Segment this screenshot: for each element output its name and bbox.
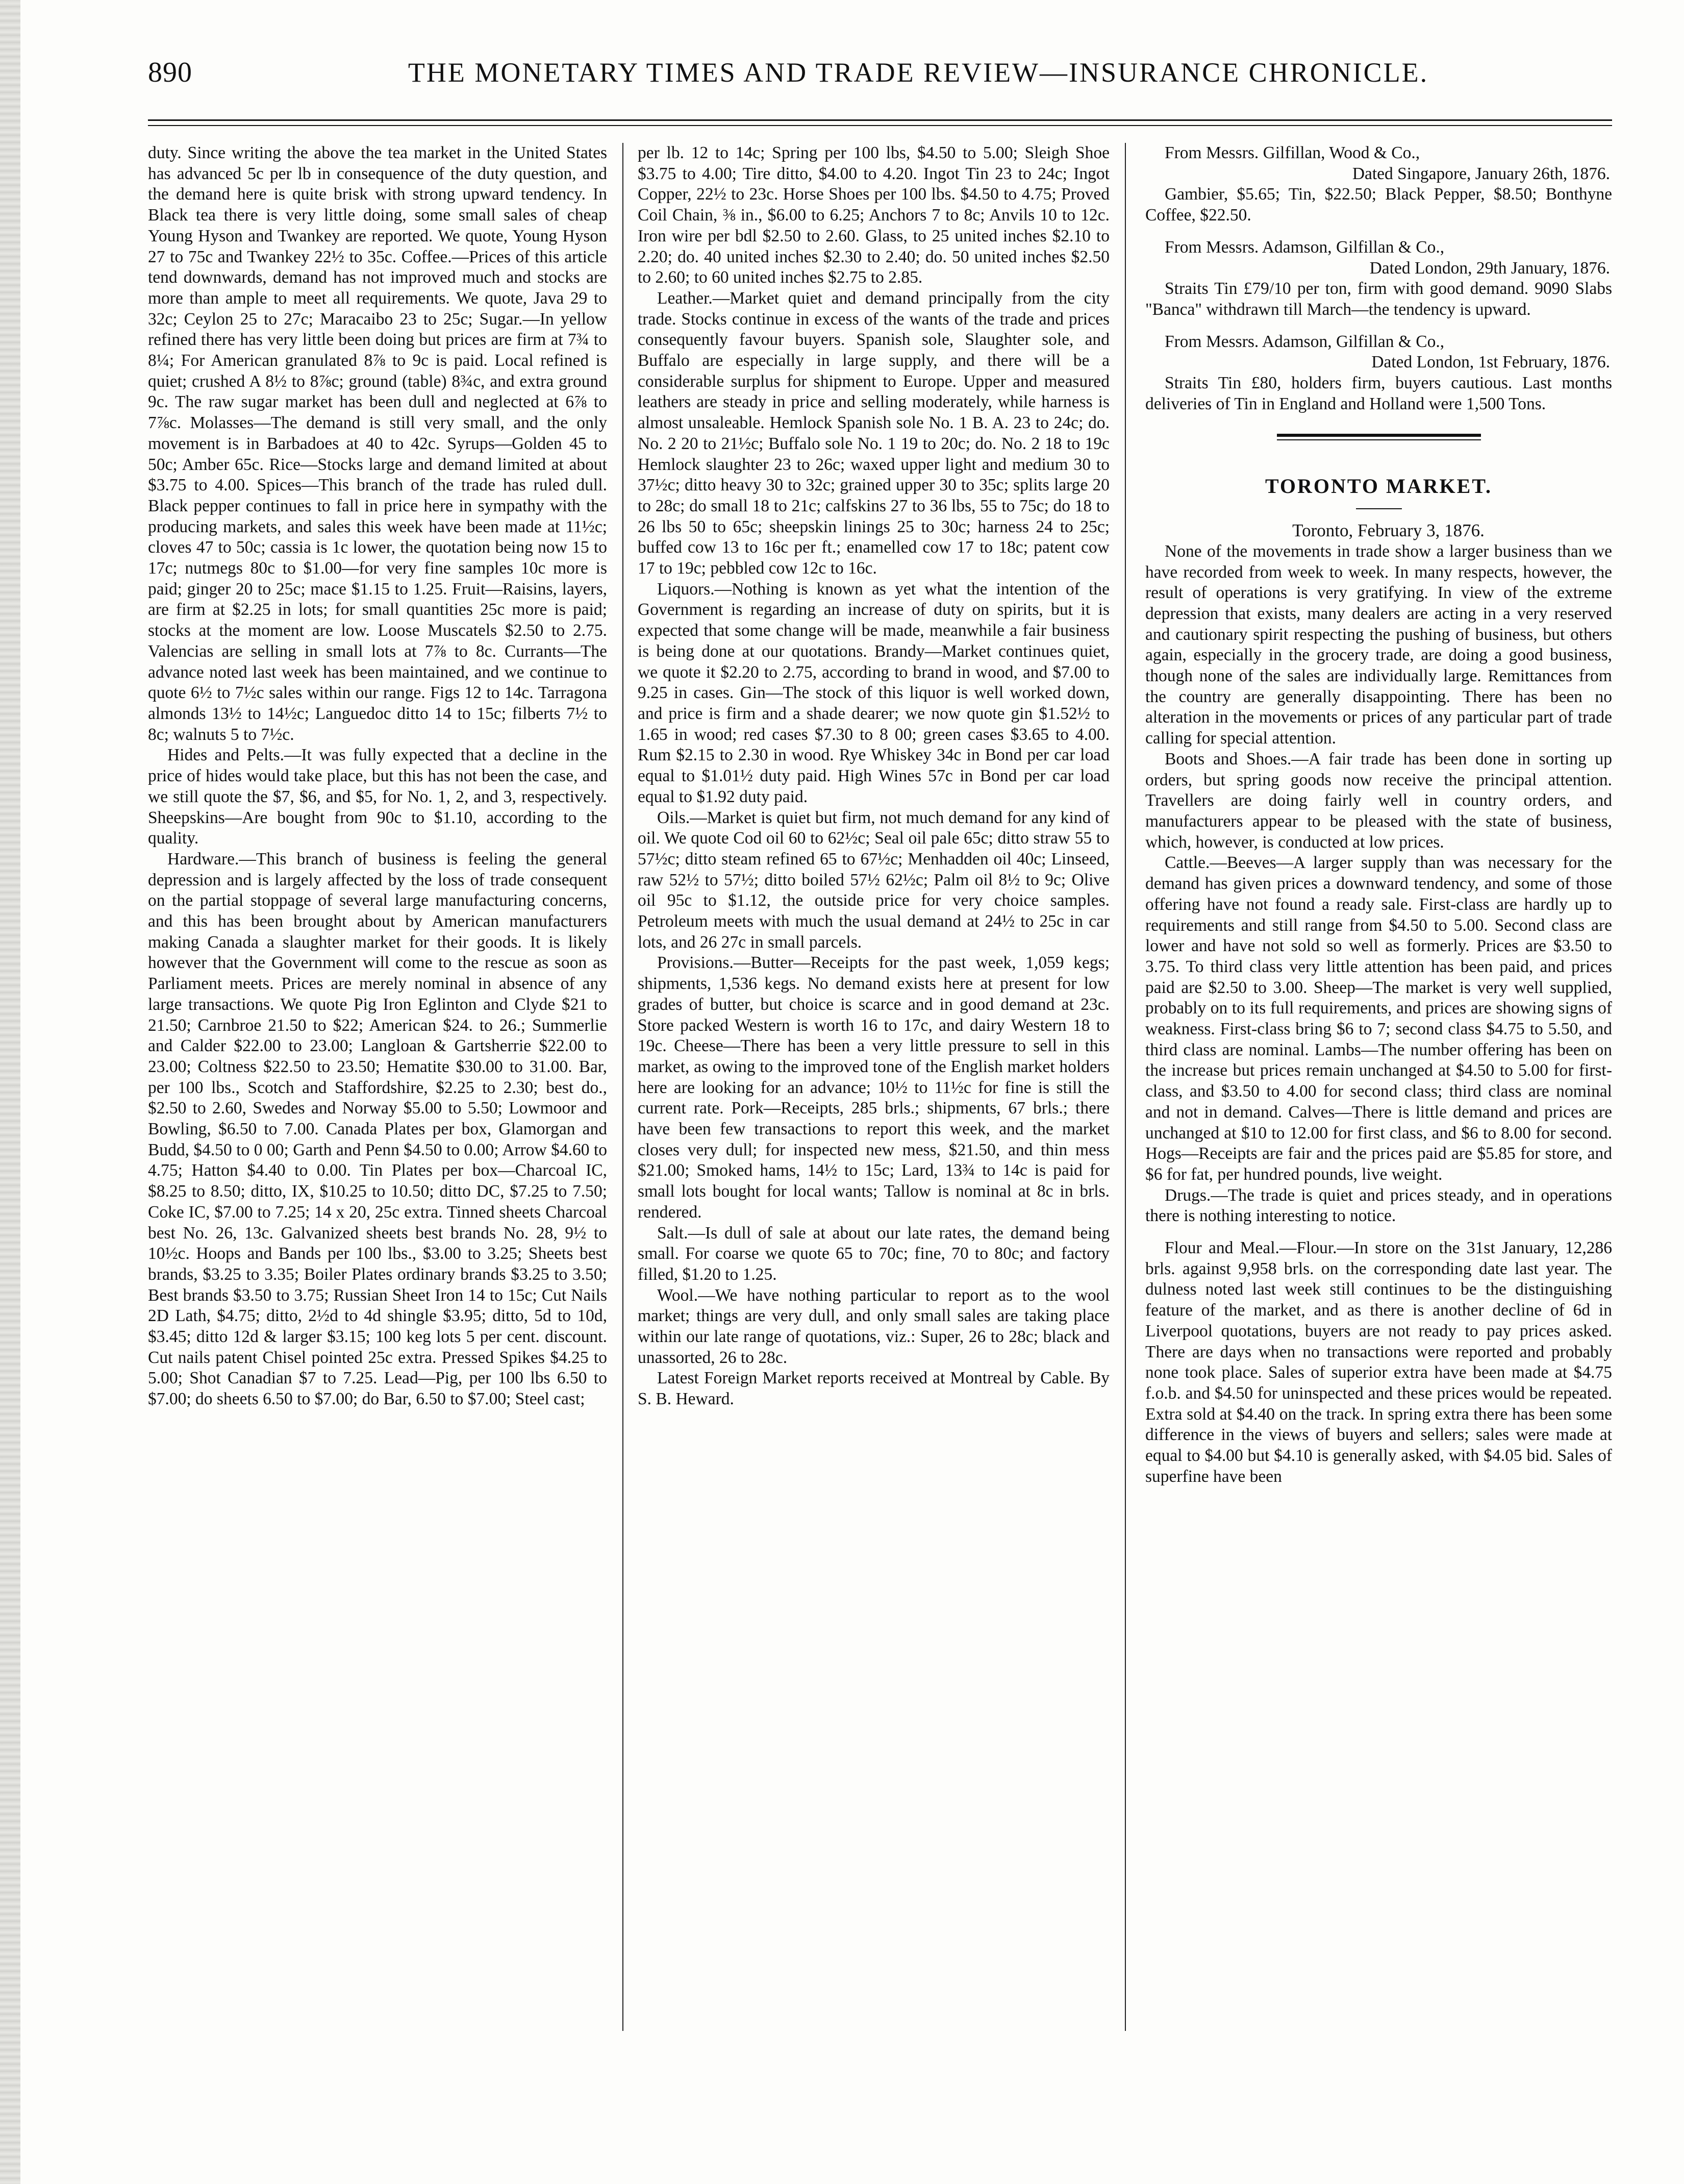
newspaper-page (148, 56, 1612, 1486)
publication-title: THE MONETARY TIMES AND TRADE REVIEW—INSURANCE CHRONICLE. (408, 57, 1429, 88)
column-3 (1145, 143, 1612, 2031)
column-divider-1 (622, 143, 623, 2031)
toronto-market-heading: TORONTO MARKET. (1265, 475, 1493, 498)
cable-sender-3: From Messrs. Adamson, Gilfillan & Co., (1165, 332, 1445, 351)
column-2 (638, 143, 1110, 2031)
oils-paragraph: Oils.—Market is quiet but firm, not much demand for any kind of oil. We quote Cod oil 60 to 62½c; Seal oil pale 65c; ditto straw 55 to 57½c; ditto steam refined 65 to 67½c; Menhadden oil 40c; Linseed, raw 52½ to 57½; ditto boiled 57½ 62½c; Palm oil 8½ to 9c; Olive oil 95c to $1.12, the outside price for very choice samples. Petroleum meets with much the usual demand at 24½ to 25c in car lots, and 26 27c in small parcels. (638, 808, 1110, 952)
hardware-continued-paragraph: per lb. 12 to 14c; Spring per 100 lbs, $4.50 to 5.00; Sleigh Shoe $3.75 to 4.00; Tire ditto, $4.00 to 4.20. Ingot Tin 23 to 24c; Ingot Copper, 22½ to 23c. Horse Shoes per 100 lbs. $4.50 to 4.75; Proved Coil Chain, ⅜ in., $6.00 to 6.25; Anchors 7 to 8c; Anvils 10 to 12c. Iron wire per bdl $2.50 to 2.60. Glass, to 25 united inches $2.10 to 2.20; do. 40 united inches $2.30 to 2.40; do. 50 united inches $2.50 to 2.60; to 60 united inches $2.75 to 2.85. (638, 143, 1110, 287)
salt-paragraph: Salt.—Is dull of sale at about our late rates, the demand being small. For coarse we quote 65 to 70c; fine, 70 to 80c; and factory filled, $1.20 to 1.25. (638, 1223, 1110, 1284)
drugs-paragraph: Drugs.—The trade is quiet and prices steady, and in operations there is nothing interesting to notice. (1145, 1185, 1612, 1226)
provisions-paragraph: Provisions.—Butter—Receipts for the past week, 1,059 kegs; shipments, 1,536 kegs. No demand exists here at present for low grades of butter, but choice is scarce and in good demand at 23c. Store packed Western is worth 16 to 17c, and dairy Western 18 to 19c. Cheese—There has been a very little pressure to sell in this market, as owing to the improved tone of the English market holders here are looking for an advance; 10½ to 11½c for fine is still the current rate. Pork—Receipts, 285 brls.; shipments, 67 brls.; there have been few transactions to report this week, and the market closes very dull; for inspected new mess, $21.50, and thin mess $21.00; Smoked hams, 14½ to 15c; Lard, 13¾ to 14c is paid for small lots bought for local wants; Tallow is nominal at 8c in brls. rendered. (638, 953, 1110, 1222)
flour-and-meal-paragraph: Flour and Meal.—Flour.—In store on the 31st January, 12,286 brls. against 9,958 brls. on the corresponding date last year. The dulness noted last week still continues to be the distinguishing feature of the market, and as there is another decline of 6d in Liverpool quotations, buyers are not ready to pay prices asked. There are days when no transactions were reported and probably none took place. Sales of superior extra have been made at $4.75 f.o.b. and $4.50 for uninspected and these prices would be repeated. Extra sold at $4.40 on the track. In spring extra there has been some difference in the views of buyers and sellers; sales were made at equal to $4.00 but $4.10 is generally asked, with $4.05 bid. Sales of superfine have been (1145, 1238, 1612, 1486)
wool-paragraph: Wool.—We have nothing particular to report as to the wool market; things are very dull, and only small sales are taking place within our late range of quotations, viz.: Super, 26 to 28c; black and unassorted, 26 to 28c. (638, 1285, 1110, 1367)
heading-underline (1356, 508, 1402, 509)
cable-sender-2: From Messrs. Adamson, Gilfillan & Co., (1165, 237, 1445, 257)
cable-text-1: Gambier, $5.65; Tin, $22.50; Black Pepper, $8.50; Bonthyne Coffee, $22.50. (1145, 185, 1612, 225)
page-number: 890 (148, 57, 192, 88)
cattle-paragraph: Cattle.—Beeves—A larger supply than was necessary for the demand has given prices a downward tendency, and some of those offering have not found a ready sale. First-class are hardly up to requirements and still range from $4.50 to 5.00. Second class are lower and have not sold so well as formerly. Prices are $3.50 to 3.75. To third class very little attention has been paid, and prices paid are $2.50 to 3.00. Sheep—The market is very well supplied, probably on to its full requirements, and prices are showing signs of weakness. First-class bring $6 to 7; second class $4.75 to 5.50, and third class are nominal. Lambs—The number offering has been on the increase but prices remain unchanged at $4.50 to 5.00 for first-class, and $3.50 to 4.00 for second class; third class are nominal and not in demand. Calves—There is little demand and prices are unchanged at $10 to 12.00 for first class, and $6 to 8.00 for second. Hogs—Receipts are fair and the prices paid are $5.85 for store, and $6 for fat, per hundred pounds, live weight. (1145, 853, 1612, 1184)
cable-date-3: Dated London, 1st February, 1876. (1371, 353, 1610, 372)
cable-date-2: Dated London, 29th January, 1876. (1369, 258, 1610, 278)
cable-text-3: Straits Tin £80, holders firm, buyers cautious. Last months deliveries of Tin in England and Holland were 1,500 Tons. (1145, 374, 1612, 413)
foreign-market-intro: Latest Foreign Market reports received at Montreal by Cable. By S. B. Heward. (638, 1369, 1110, 1409)
cable-sender-1: From Messrs. Gilfillan, Wood & Co., (1165, 143, 1420, 162)
cable-text-2: Straits Tin £79/10 per ton, firm with good demand. 9090 Slabs "Banca" withdrawn till March—the tendency is upward. (1145, 279, 1612, 319)
masthead (148, 56, 1612, 107)
page-binding-edge (0, 0, 20, 2184)
boots-and-shoes-paragraph: Boots and Shoes.—A fair trade has been done in sorting up orders, but spring goods now receive the principal attention. Travellers are doing fairly well in country orders, and manufacturers appear to be pleased with the state of business, which, however, is conducted at low prices. (1145, 749, 1612, 852)
column-1 (148, 143, 607, 2031)
hardware-paragraph: Hardware.—This branch of business is feeling the general depression and is largely affected by the loss of trade consequent on the partial stoppage of several large manufacturing concerns, and this has been brought about by American manufacturers making Canada a slaughter market for their goods. It is likely however that the Government will come to the rescue as soon as Parliament meets. Prices are merely nominal in absence of any large transactions. We quote Pig Iron Eglinton and Clyde $21 to 21.50; Carnbroe 21.50 to $22; American $24. to 26.; Summerlie and Calder $22.00 to 23.00; Langloan & Gartsherrie $22.00 to 23.00; Coltness $22.50 to 23.50; Hematite $30.00 to 31.00. Bar, per 100 lbs., Scotch and Staffordshire, $2.25 to 2.30; best do., $2.50 to 2.60, Swedes and Norway $5.00 to 5.50; Lowmoor and Bowling, $6.50 to 7.00. Canada Plates per box, Glamorgan and Budd, $4.50 to 0 00; Garth and Penn $4.50 to 0.00; Arrow $4.60 to 4.75; Hatton $4.40 to 0.00. Tin Plates per box—Charcoal IC, $8.25 to 8.50; ditto, IX, $10.25 to 10.50; ditto DC, $7.25 to 7.50; Coke IC, $7.00 to 7.25; 14 x 20, 25c extra. Tinned sheets Charcoal best No. 26, 13c. Galvanized sheets best brands No. 28, 9½ to 10½c. Hoops and Bands per 100 lbs., $3.00 to 3.25; Sheets best brands, $3.25 to 3.35; Boiler Plates ordinary brands $3.25 to 3.50; Best brands $3.50 to 3.75; Russian Sheet Iron 14 to 15c; Cut Nails 2D Lath, $4.75; ditto, 2½d to 4d shingle $3.95; ditto, 5d to 10d, $3.45; ditto 12d & larger $3.15; 100 keg lots 5 per cent. discount. Cut nails patent Chisel pointed 25c extra. Pressed Spikes $4.25 to 5.00; Shot Canadian $7 to 7.25. Lead—Pig, per 100 lbs 6.50 to $7.00; do sheets 6.50 to $7.00; do Bar, 6.50 to $7.00; Steel cast; (148, 849, 607, 1409)
leather-paragraph: Leather.—Market quiet and demand principally from the city trade. Stocks continue in excess of the wants of the trade and prices consequently favour buyers. Spanish sole, Slaughter sole, and Buffalo are especially in large supply, and there will be a considerable surplus for shipment to Europe. Upper and measured leathers are steady in price and selling moderately, while harness is almost unsaleable. Hemlock Spanish sole No. 1 B. A. 23 to 24c; do. No. 2 20 to 21½c; Buffalo sole No. 1 19 to 20c; do. No. 2 18 to 19c Hemlock slaughter 23 to 26c; waxed upper light and medium 30 to 37½c; ditto heavy 30 to 32c; grained upper 30 to 35c; splits large 20 to 28c; do small 18 to 21c; calfskins 27 to 36 lbs, 55 to 75c; do 18 to 26 lbs 50 to 65c; sheepskin linings 25 to 30c; harness 24 to 25c; buffed cow 13 to 16c per ft.; enamelled cow 17 to 18c; patent cow 17 to 19c; pebbled cow 12c to 16c. (638, 288, 1110, 578)
hides-and-pelts-paragraph: Hides and Pelts.—It was fully expected that a decline in the price of hides would take place, but this has not been the case, and we still quote the $7, $6, and $5, for No. 1, 2, and 3, respectively. Sheepskins—Are bought from 90c to $1.10, according to the quality. (148, 746, 607, 848)
tea-coffee-sugar-paragraph: duty. Since writing the above the tea market in the United States has advanced 5c per lb in consequence of the duty question, and the demand here is quite brisk with strong upward tendency. In Black tea there is very little doing, some small sales of cheap Young Hyson and Twankey are reported. We quote, Young Hyson 27 to 75c and Twankey 22½ to 35c. Coffee.—Prices of this article tend downwards, demand has not improved much and stocks are more than ample to meet all requirements. We quote, Java 29 to 32c; Ceylon 25 to 27c; Maracaibo 23 to 25c; Sugar.—In yellow refined there has very little been doing but prices are firm at 7¾ to 8¼; For American granulated 8⅞ to 9c is paid. Local refined is quiet; crushed A 8½ to 8⅞c; ground (table) 8¾c, and extra ground 9c. The raw sugar market has been dull and neglected at 6⅞ to 7⅞c. Molasses—The demand is still very small, and the only movement is in Barbadoes at 40 to 42c. Syrups—Golden 45 to 50c; Amber 65c. Rice—Stocks large and demand limited at about $3.75 to 4.00. Spices—This branch of the trade has ruled dull. Black pepper continues to fall in price here in sympathy with the producing markets, and sales this week have been made at 11½c; cloves 47 to 50c; cassia is 1c lower, the quotation being now 15 to 17c; nutmegs 80c to $1.00—for very fine samples 10c more is paid; ginger 20 to 25c; mace $1.15 to 1.25. Fruit—Raisins, layers, are firm at $2.25 in lots; for small quantities 25c more is paid; stocks at the moment are low. Loose Muscatels $2.50 to 2.75. Valencias are selling in small lots at 7⅞ to 8c. Currants—The advance noted last week has been maintained, and we continue to quote 6½ to 7½c sales within our range. Figs 12 to 14c. Tarragona almonds 13½ to 14½c; Languedoc ditto 14 to 15c; filberts 7½ to 8c; walnuts 5 to 7½c. (148, 143, 607, 744)
masthead-rule (148, 119, 1612, 126)
article-columns (148, 143, 1612, 2031)
toronto-overview-paragraph: None of the movements in trade show a larger business than we have recorded from week to week. In many respects, however, the result of operations is very gratifying. In view of the extreme depression that exists, many dealers are acting in a very reserved and cautionary spirit respecting the pushing of business, but others again, especially in the grocery trade, are doing a good business, though none of the sales are individually large. Remittances from the country are generally disappointing. There has been no alteration in the movements or prices of any particular part of trade calling for special attention. (1145, 541, 1612, 748)
column-divider-2 (1125, 143, 1126, 2031)
cable-date-1: Dated Singapore, January 26th, 1876. (1352, 164, 1610, 183)
section-separator-rule (1277, 434, 1481, 440)
liquors-paragraph: Liquors.—Nothing is known as yet what the intention of the Government is regarding an increase of duty on spirits, but it is expected that some change will be made, meanwhile a fair business is being done at our quotations. Brandy—Market continues quiet, we quote it $2.20 to 2.75, according to brand in wood, and $7.00 to 9.25 in cases. Gin—The stock of this liquor is well worked down, and price is firm and a shade dearer; we now quote gin $1.52½ to 1.65 in wood; red cases $7.30 to 8 00; green cases $3.65 to 4.00. Rum $2.15 to 2.30 in wood. Rye Whiskey 34c in Bond per car load equal to $1.01½ duty paid. High Wines 57c in Bond per car load equal to $1.92 duty paid. (638, 579, 1110, 806)
toronto-dateline: Toronto, February 3, 1876. (1292, 520, 1485, 541)
